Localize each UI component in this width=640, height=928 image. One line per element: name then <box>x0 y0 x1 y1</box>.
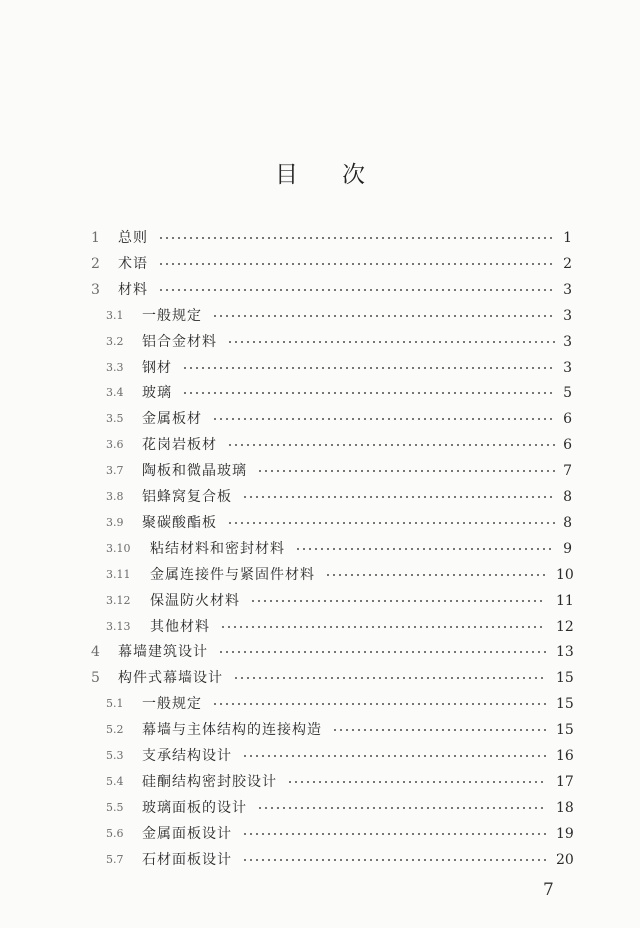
toc-entry-number: 5.5 <box>106 800 124 814</box>
toc-entry-number: 5.3 <box>106 749 124 762</box>
toc-entry-page: 12 <box>556 618 574 635</box>
toc-entry-title: 支承结构设计 <box>142 748 232 764</box>
toc-entry-page: 18 <box>556 799 574 816</box>
toc-entry-number: 5.2 <box>106 723 124 737</box>
toc-entry-title: 玻璃面板的设计 <box>142 799 247 816</box>
toc-entry-number: 3.11 <box>106 567 131 581</box>
title-left-char: 目 <box>275 162 298 188</box>
toc-entry-page: 1 <box>563 230 572 246</box>
toc-entry-page: 15 <box>556 696 574 713</box>
toc-entry-title: 术语 <box>118 255 148 272</box>
toc-entry-page: 3 <box>563 333 572 350</box>
toc-entry <box>0 407 640 431</box>
toc-entry-title: 粘结材料和密封材料 <box>150 540 285 557</box>
toc-entry-page: 17 <box>556 773 574 790</box>
toc-entry-title: 保温防火材料 <box>150 592 240 609</box>
toc-entry-number: 5.7 <box>106 852 124 866</box>
toc-entry-title: 构件式幕墙设计 <box>118 670 223 687</box>
toc-leader-dots <box>257 807 546 809</box>
toc-entry-number: 3.5 <box>106 412 124 426</box>
toc-entry <box>0 381 640 405</box>
toc-leader-dots <box>227 341 555 343</box>
toc-entry-number: 3.6 <box>106 438 124 452</box>
toc-entry <box>0 770 640 794</box>
toc-entry-page: 15 <box>556 722 574 739</box>
toc-leader-dots <box>242 859 546 861</box>
toc-entry-page: 11 <box>556 592 574 609</box>
toc-entry-title: 硅酮结构密封胶设计 <box>142 773 277 790</box>
toc-entry-number: 3.4 <box>106 386 124 400</box>
toc-entry-title: 一般规定 <box>142 696 202 713</box>
toc-leader-dots <box>332 729 546 731</box>
toc-entry-number: 3.7 <box>106 464 124 478</box>
toc-entry-title: 幕墙建筑设计 <box>118 644 208 661</box>
toc-entry <box>0 433 640 457</box>
toc-entry-number: 3.8 <box>106 490 124 503</box>
toc-entry-title: 钢材 <box>142 359 172 376</box>
toc-entry-title: 一般规定 <box>142 307 202 324</box>
toc-leader-dots <box>242 833 546 835</box>
toc-entry <box>0 718 640 742</box>
toc-leader-dots <box>325 574 546 576</box>
toc-entry-page: 10 <box>556 566 574 583</box>
toc-entry-number: 3.2 <box>106 334 124 348</box>
toc-entry-title: 材料 <box>118 281 148 298</box>
toc-entry <box>0 796 640 820</box>
toc-entry <box>0 511 640 535</box>
toc-entry <box>0 278 640 302</box>
toc-leader-dots <box>287 781 546 783</box>
toc-entry-title: 金属连接件与紧固件材料 <box>150 566 315 583</box>
toc-entry-title: 金属面板设计 <box>142 825 232 842</box>
toc-entry-page: 13 <box>556 644 574 661</box>
toc-entry-title: 铝蜂窝复合板 <box>142 489 232 505</box>
toc-entry-number: 5.6 <box>106 826 124 840</box>
toc-leader-dots <box>227 522 555 524</box>
toc-entry-title: 金属板材 <box>142 411 202 428</box>
page-number: 7 <box>543 880 554 900</box>
toc-entry-title: 铝合金材料 <box>142 333 217 350</box>
toc-entry <box>0 304 640 328</box>
toc-entry <box>0 485 640 509</box>
toc-entry-page: 15 <box>556 670 574 687</box>
toc-leader-dots <box>182 367 555 369</box>
toc-leader-dots <box>212 418 555 420</box>
toc-entry-page: 3 <box>563 359 572 376</box>
toc-entry-number: 3.12 <box>106 593 131 607</box>
toc-entry-page: 5 <box>563 385 572 402</box>
toc-entry <box>0 666 640 690</box>
toc-entry-number: 3 <box>91 281 100 298</box>
toc-leader-dots <box>227 444 555 446</box>
toc-leader-dots <box>242 496 555 498</box>
toc-entry <box>0 563 640 587</box>
toc-entry-page: 2 <box>563 255 572 272</box>
toc-leader-dots <box>218 651 546 653</box>
toc-entry <box>0 356 640 380</box>
toc-entry-title: 其他材料 <box>150 618 210 635</box>
toc-entry <box>0 744 640 768</box>
toc-entry <box>0 537 640 561</box>
toc-entry <box>0 615 640 639</box>
toc-entry-number: 2 <box>91 255 100 272</box>
toc-entry-page: 7 <box>563 463 572 480</box>
toc-entry-title: 总则 <box>118 230 148 246</box>
toc-leader-dots <box>212 703 546 705</box>
title-right-char: 次 <box>342 162 365 188</box>
toc-leader-dots <box>242 755 546 757</box>
toc-entry-page: 19 <box>556 825 574 842</box>
toc-entry-title: 玻璃 <box>142 385 172 402</box>
toc-entry-page: 6 <box>563 437 572 454</box>
toc-leader-dots <box>158 237 555 239</box>
toc-entry-number: 3.3 <box>106 360 124 374</box>
toc-entry-number: 3.13 <box>106 619 131 633</box>
toc-entry-number: 3.1 <box>106 308 124 322</box>
toc-entry-number: 3.9 <box>106 515 124 529</box>
toc-leader-dots <box>250 600 546 602</box>
toc-entry-number: 5 <box>91 670 100 687</box>
toc-entry-number: 4 <box>91 644 100 661</box>
toc-entry <box>0 459 640 483</box>
toc-entry <box>0 848 640 872</box>
toc-entry <box>0 252 640 276</box>
toc-entry-page: 16 <box>556 748 574 764</box>
toc-entry <box>0 692 640 716</box>
toc-entry <box>0 640 640 664</box>
toc-entry-number: 1 <box>91 230 100 246</box>
toc-entry <box>0 589 640 613</box>
toc-entry-page: 3 <box>563 307 572 324</box>
toc-leader-dots <box>220 626 546 628</box>
toc-leader-dots <box>158 263 555 265</box>
toc-entry-title: 陶板和微晶玻璃 <box>142 463 247 480</box>
toc-entry <box>0 226 640 250</box>
toc-entry-title: 聚碳酸酯板 <box>142 514 217 531</box>
toc-entry-page: 9 <box>563 540 572 557</box>
toc-entry <box>0 822 640 846</box>
toc-entry-title: 石材面板设计 <box>142 851 232 868</box>
toc-entry-page: 20 <box>556 851 574 868</box>
toc-leader-dots <box>295 548 555 550</box>
toc-leader-dots <box>158 289 555 291</box>
toc-leader-dots <box>233 677 546 679</box>
toc-entry-page: 8 <box>563 489 572 505</box>
toc-leader-dots <box>212 315 555 317</box>
toc-entry-title: 幕墙与主体结构的连接构造 <box>142 722 322 739</box>
toc-entry <box>0 330 640 354</box>
toc-leader-dots <box>182 392 555 394</box>
toc-leader-dots <box>257 470 555 472</box>
toc-entry-number: 3.10 <box>106 541 131 555</box>
toc-entry-number: 5.4 <box>106 774 124 788</box>
toc-entry-page: 8 <box>563 514 572 531</box>
toc-entry-title: 花岗岩板材 <box>142 437 217 454</box>
toc-entry-page: 3 <box>563 281 572 298</box>
toc-entry-number: 5.1 <box>106 697 124 711</box>
toc-entry-page: 6 <box>563 411 572 428</box>
